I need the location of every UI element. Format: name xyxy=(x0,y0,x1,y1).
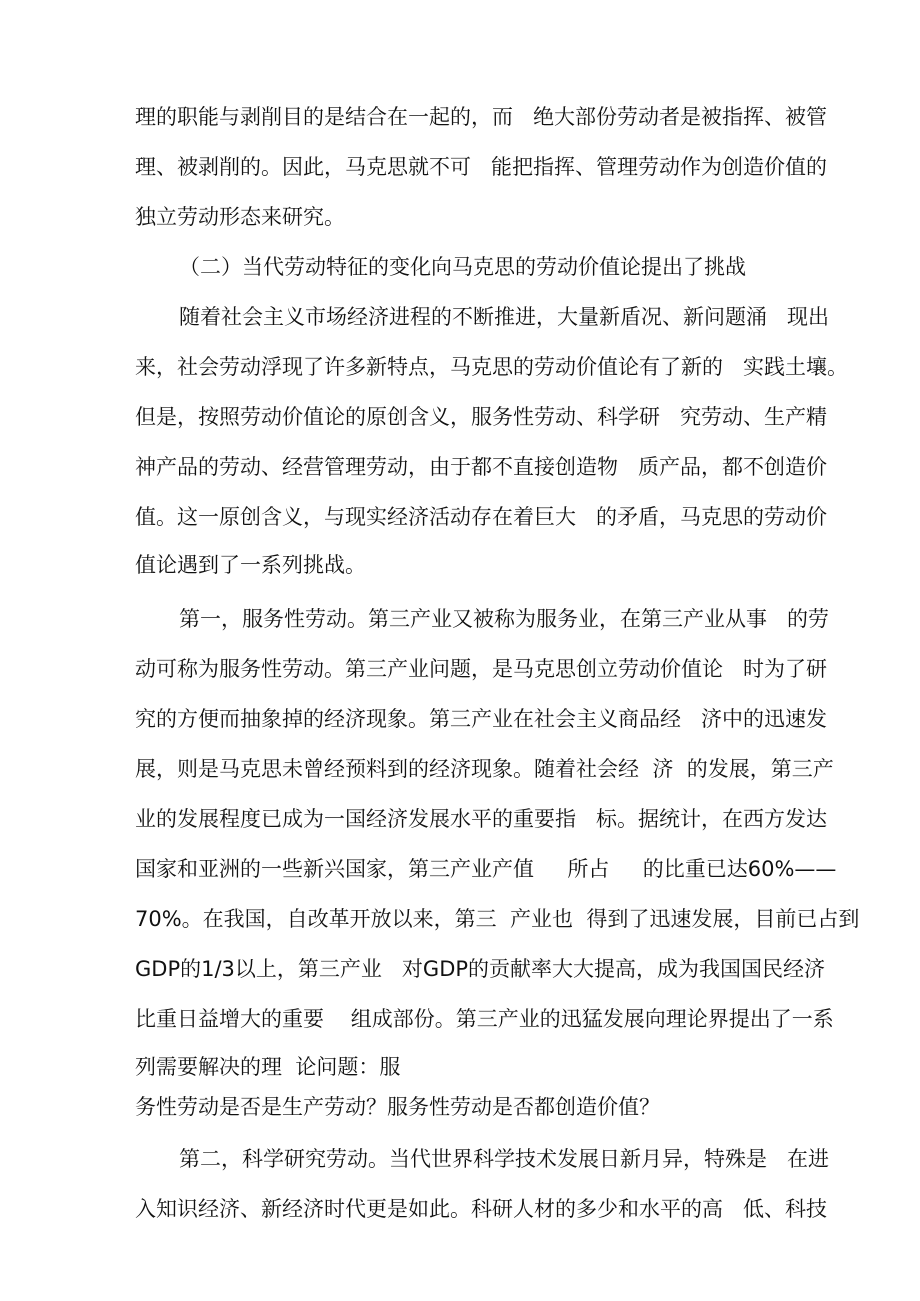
text-line-10: 值论遇到了一系列挑战。 xyxy=(135,553,366,577)
text-line-15: 业的发展程度已成为一国经济发展水平的重要指 标。据统计，在西方发达 xyxy=(135,807,828,831)
text-line-18: GDP的1/3以上，第三产业 对GDP的贡献率大大提高，成为我国国民经济 xyxy=(135,957,826,981)
text-line-23: 入知识经济、新经济时代更是如此。科研人材的多少和水平的高 低、科技 xyxy=(135,1197,828,1221)
text-line-3: 独立劳动形态来研究。 xyxy=(135,205,345,229)
text-line-8: 神产品的劳动、经营管理劳动，由于都不直接创造物 质产品，都不创造价 xyxy=(135,455,828,479)
text-line-12: 动可称为服务性劳动。第三产业问题，是马克思创立劳动价值论 时为了研 xyxy=(135,657,828,681)
text-line-21: 务性劳动是否是生产劳动？服务性劳动是否都创造价值？ xyxy=(135,1095,660,1119)
text-line-22: 第二，科学研究劳动。当代世界科学技术发展日新月异，特殊是 在进 xyxy=(179,1147,830,1171)
text-line-2: 理、被剥削的。因此，马克思就不可 能把指挥、管理劳动作为创造价值的 xyxy=(135,155,828,179)
text-line-17: 70%。在我国，自改革开放以来，第三 产业也 得到了迅速发展，目前已占到 xyxy=(135,907,860,931)
text-line-13: 究的方便而抽象掉的经济现象。第三产业在社会主义商品经 济中的迅速发 xyxy=(135,707,828,731)
section-heading: （二）当代劳动特征的变化向马克思的劳动价值论提出了挑战 xyxy=(179,255,746,279)
text-line-1: 理的职能与剥削目的是结合在一起的，而 绝大部份劳动者是被指挥、被管 xyxy=(135,105,828,129)
text-line-14: 展，则是马克思未曾经预料到的经济现象。随着社会经 济 的发展，第三产 xyxy=(135,757,834,781)
text-line-7: 但是，按照劳动价值论的原创含义，服务性劳动、科学研 究劳动、生产精 xyxy=(135,405,828,429)
text-line-11: 第一，服务性劳动。第三产业又被称为服务业，在第三产业从事 的劳 xyxy=(179,607,830,631)
text-line-16: 国家和亚洲的一些新兴国家，第三产业产值 所占 的比重已达60%—— xyxy=(135,857,837,881)
text-line-5: 随着社会主义市场经济进程的不断推进，大量新盾况、新问题涌 现出 xyxy=(179,305,830,329)
text-line-6: 来，社会劳动浮现了许多新特点，马克思的劳动价值论有了新的 实践土壤。 xyxy=(135,355,849,379)
text-line-9: 值。这一原创含义，与现实经济活动存在着巨大 的矛盾，马克思的劳动价 xyxy=(135,505,828,529)
text-line-19: 比重日益增大的重要 组成部份。第三产业的迅猛发展向理论界提出了一系 xyxy=(135,1007,834,1031)
text-line-20: 列需要解决的理 论问题：服 xyxy=(135,1055,401,1079)
